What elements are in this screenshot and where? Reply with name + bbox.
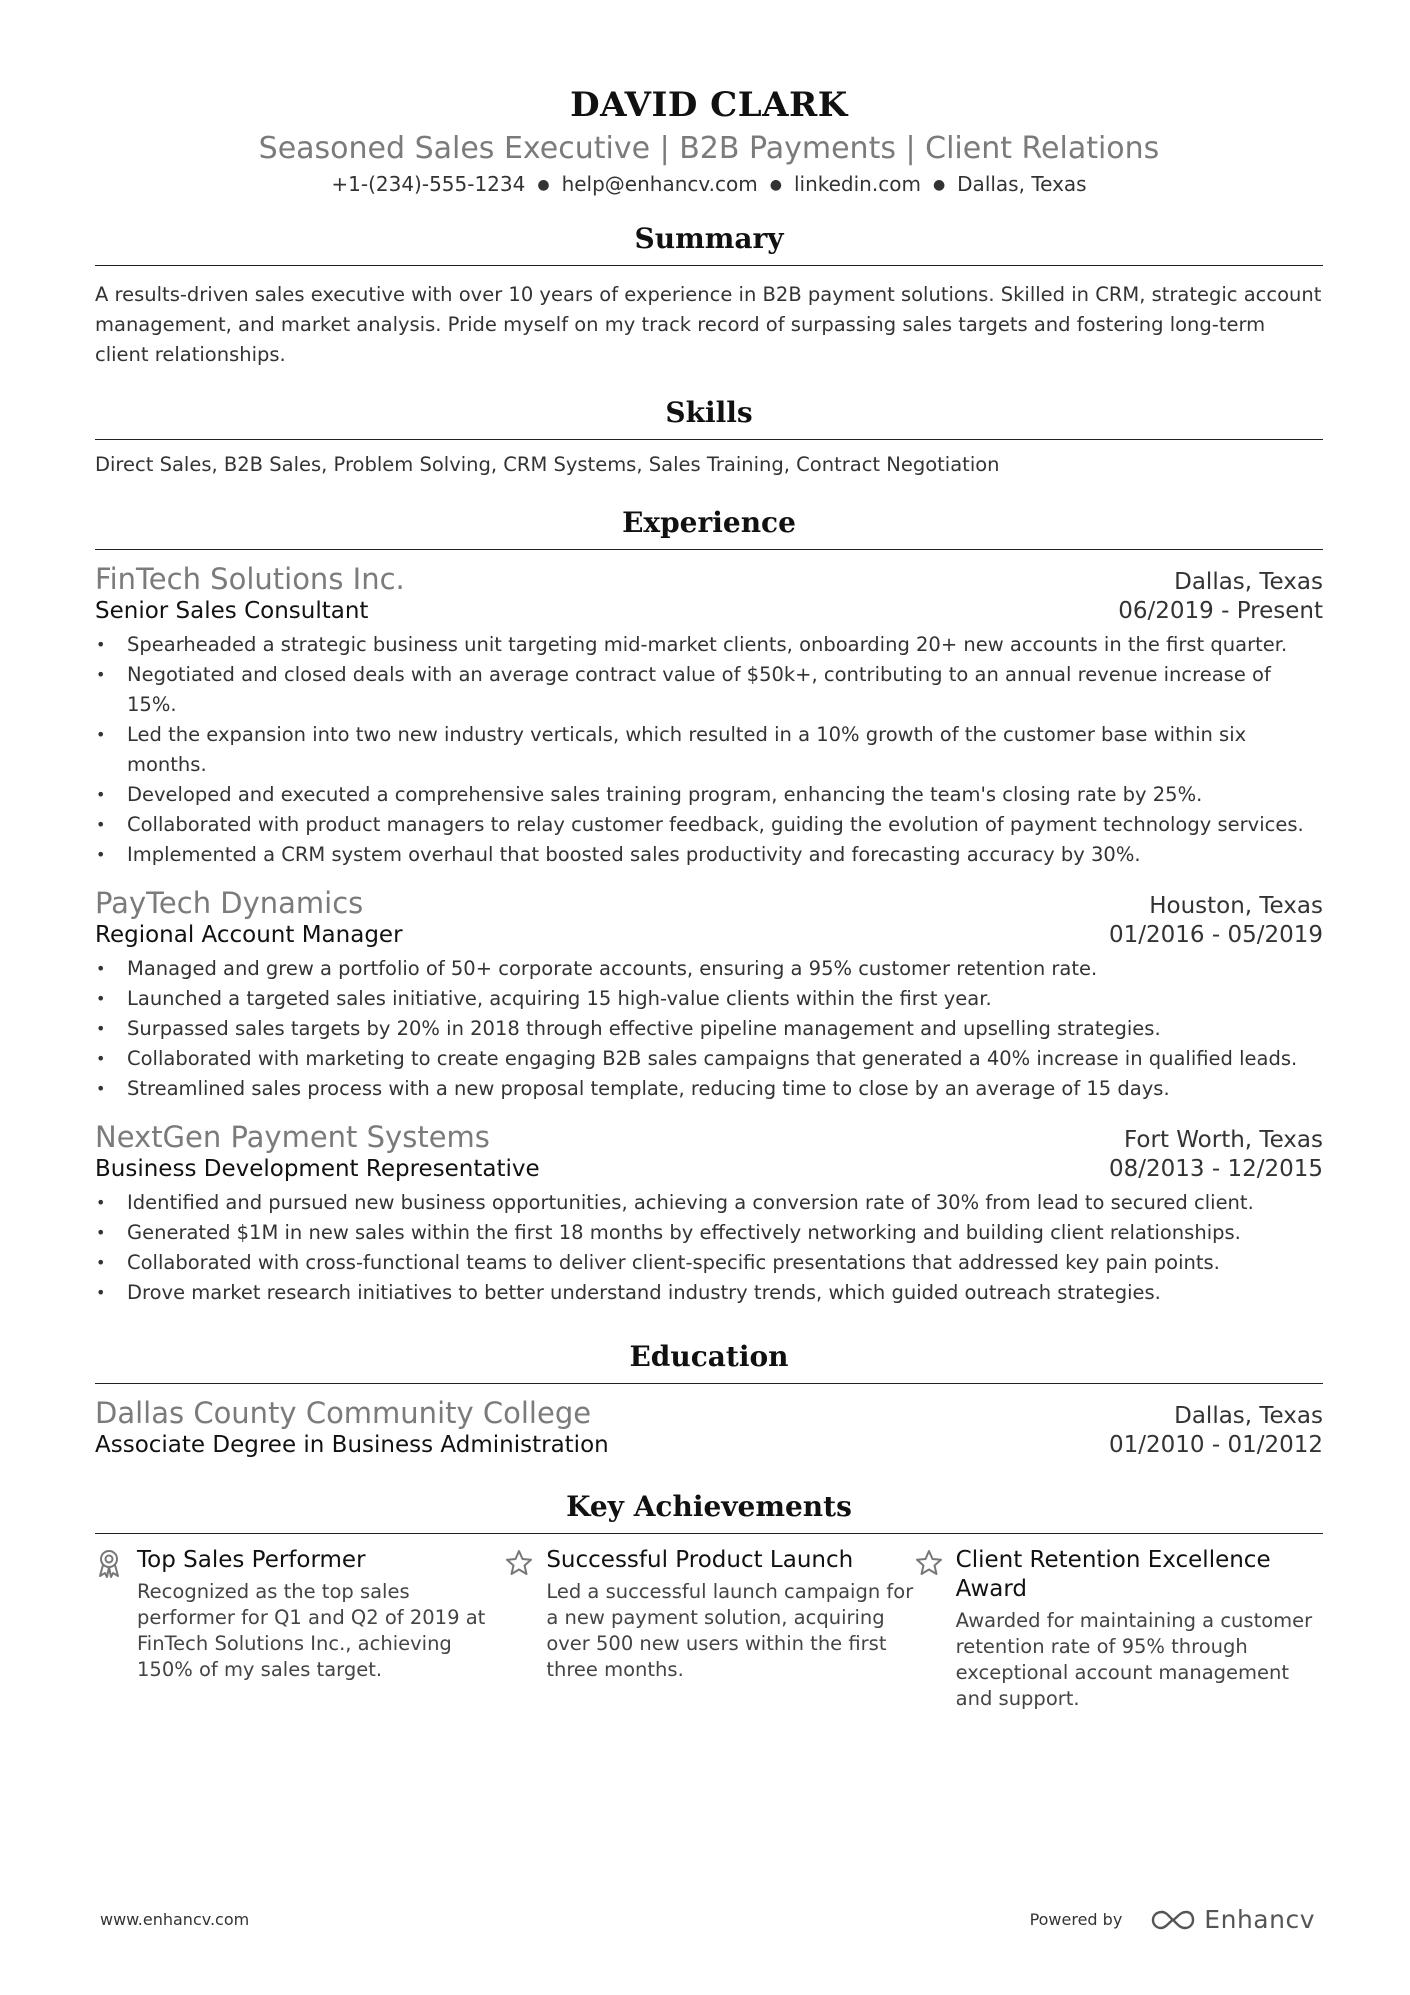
bullet-item: • Negotiated and closed deals with an average contract value of $50k+, contributing to an annual revenue increase of 15%. [127,660,1323,720]
achievement-item [914,1546,1323,1712]
star-icon [914,1546,956,1712]
bullet-item: • Streamlined sales process with a new proposal template, reducing time to close by an average of 15 days. [127,1074,1323,1104]
bullet-item: • Generated $1M in new sales within the first 18 months by effectively networking and building client relationships. [127,1218,1323,1248]
award-icon [95,1546,137,1712]
achievement-title: Successful Product Launch [546,1547,854,1573]
separator-dot: ● [932,177,946,193]
skills-heading: Skills [95,396,1323,440]
brand-name[interactable]: Enhancv [1204,1905,1315,1934]
achievement-desc: Recognized as the top sales performer for Q1 and Q2 of 2019 at FinTech Solutions Inc., achieving 150% of my sales target. [137,1580,486,1681]
job-company: NextGen Payment Systems [95,1120,490,1154]
experience-section [95,506,1323,1308]
job-location: Dallas, Texas [1174,569,1323,595]
enhancv-logo-icon [1150,1908,1196,1932]
school-name: Dallas County Community College [95,1396,592,1430]
achievement-title: Client Retention Excellence Award [955,1547,1271,1602]
achievement-desc: Led a successful launch campaign for a new payment solution, acquiring over 500 new users within the first three months. [546,1580,914,1681]
summary-section [95,222,1323,370]
job-entry [95,562,1323,870]
bullet-item: • Launched a targeted sales initiative, acquiring 15 high-value clients within the first year. [127,984,1323,1014]
job-dates: 01/2016 - 05/2019 [1108,922,1323,948]
achievement-item [504,1546,913,1712]
achievement-title: Top Sales Performer [137,1547,366,1573]
job-role: Business Development Representative [95,1156,540,1182]
summary-text: A results-driven sales executive with over 10 years of experience in B2B payment solutions. Skilled in CRM, strategic account management, and market analysis. Pride myself on my track record of surpassing sales targets and fostering long-term client relationships. [95,283,1322,366]
powered-by-label: Powered by [1029,1910,1123,1929]
bullet-item: • Developed and executed a comprehensive sales training program, enhancing the team's closing rate by 25%. [127,780,1323,810]
bullet-item: • Collaborated with marketing to create engaging B2B sales campaigns that generated a 40% increase in qualified leads. [127,1044,1323,1074]
contact-location: Dallas, Texas [957,172,1087,196]
bullet-item: • Identified and pursued new business opportunities, achieving a conversion rate of 30% from lead to secured client. [127,1188,1323,1218]
education-dates: 01/2010 - 01/2012 [1108,1432,1323,1458]
contact-phone[interactable]: +1-(234)-555-1234 [331,172,526,196]
resume-page [95,0,1323,1712]
skills-section [95,396,1323,480]
job-location: Houston, Texas [1149,893,1323,919]
achievement-item [95,1546,504,1712]
bullet-item: • Implemented a CRM system overhaul that boosted sales productivity and forecasting accuracy by 30%. [127,840,1323,870]
candidate-name: DAVID CLARK [570,85,848,125]
contact-line [95,172,1323,196]
degree-name: Associate Degree in Business Administration [95,1432,609,1458]
job-location: Fort Worth, Texas [1124,1127,1323,1153]
job-dates: 06/2019 - Present [1118,598,1323,624]
achievements-grid [95,1546,1323,1712]
bullet-item: • Led the expansion into two new industry verticals, which resulted in a 10% growth of the customer base within six months. [127,720,1323,780]
job-entry [95,1120,1323,1308]
contact-email[interactable]: help@enhancv.com [561,172,758,196]
powered-by [1030,1905,1315,1934]
bullet-item: • Spearheaded a strategic business unit targeting mid-market clients, onboarding 20+ new accounts in the first quarter. [127,630,1323,660]
job-entry [95,886,1323,1104]
job-bullets [95,630,1323,870]
education-entry [95,1396,1323,1458]
summary-heading: Summary [95,222,1323,266]
separator-dot: ● [537,177,550,193]
bullet-item: • Managed and grew a portfolio of 50+ corporate accounts, ensuring a 95% customer retention rate. [127,954,1323,984]
job-company: PayTech Dynamics [95,886,364,920]
bullet-item: • Collaborated with cross-functional teams to deliver client-specific presentations that addressed key pain points. [127,1248,1323,1278]
candidate-headline: Seasoned Sales Executive | B2B Payments | Client Relations [258,131,1160,166]
job-role: Senior Sales Consultant [95,598,369,624]
education-heading: Education [95,1340,1323,1384]
star-icon [504,1546,546,1712]
bullet-item: • Drove market research initiatives to better understand industry trends, which guided outreach strategies. [127,1278,1323,1308]
contact-linkedin[interactable]: linkedin.com [793,172,921,196]
achievement-desc: Awarded for maintaining a customer retention rate of 95% through exceptional account management and support. [955,1609,1313,1710]
education-section [95,1340,1323,1458]
job-company: FinTech Solutions Inc. [95,562,405,596]
job-dates: 08/2013 - 12/2015 [1108,1156,1323,1182]
skills-text: Direct Sales, B2B Sales, Problem Solving, CRM Systems, Sales Training, Contract Negotiation [95,453,1000,476]
bullet-item: • Collaborated with product managers to relay customer feedback, guiding the evolution of payment technology services. [127,810,1323,840]
school-location: Dallas, Texas [1174,1403,1323,1429]
bullet-item: • Surpassed sales targets by 20% in 2018 through effective pipeline management and upselling strategies. [127,1014,1323,1044]
page-footer [100,1905,1315,1934]
job-bullets [95,1188,1323,1308]
achievements-heading: Key Achievements [95,1490,1323,1534]
achievements-section [95,1490,1323,1712]
footer-website-link[interactable]: www.enhancv.com [100,1910,250,1929]
separator-dot: ● [769,177,782,193]
job-role: Regional Account Manager [95,922,403,948]
experience-heading: Experience [95,506,1323,550]
job-bullets [95,954,1323,1104]
